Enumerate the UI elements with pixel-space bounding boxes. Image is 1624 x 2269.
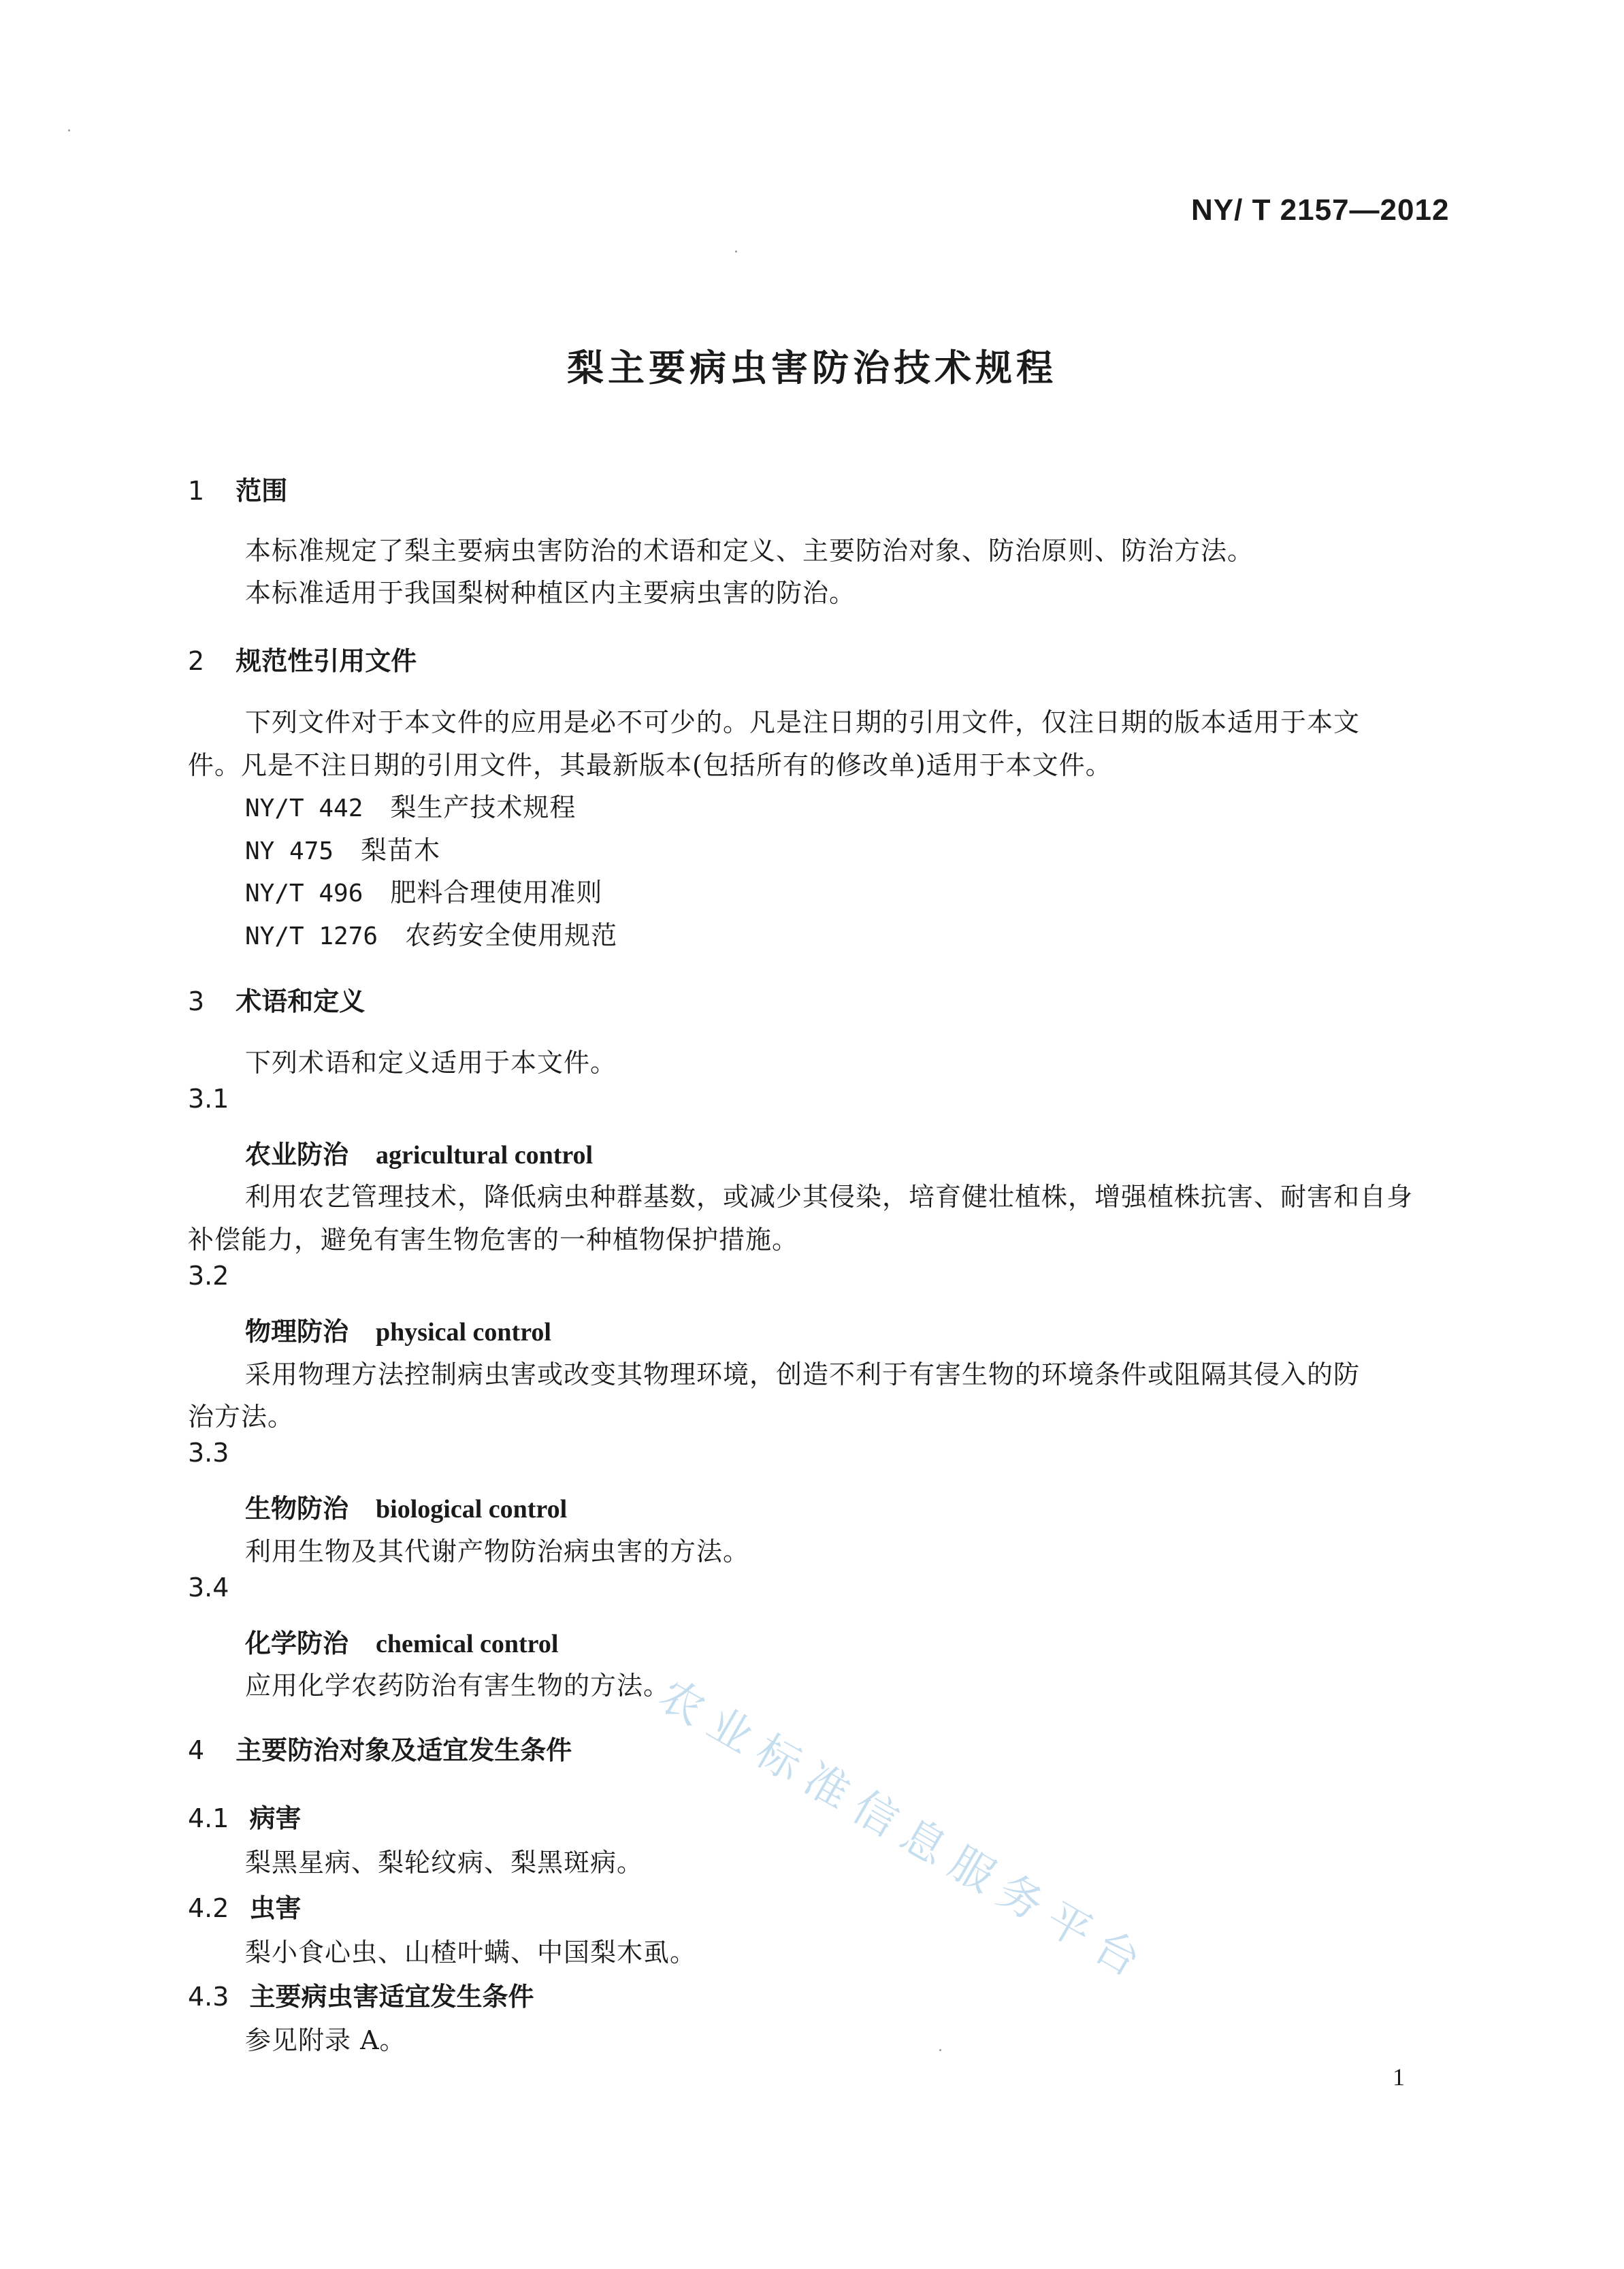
term-english: biological control <box>376 1495 568 1524</box>
term-english: physical control <box>376 1318 551 1347</box>
section-4-heading <box>188 1729 572 1767</box>
section-number: 2 <box>188 646 205 676</box>
term-heading <box>245 1487 567 1525</box>
section-title: 范围 <box>236 476 288 506</box>
term-heading <box>245 1133 593 1171</box>
subsection-text: 参见附录 A。 <box>245 2025 406 2055</box>
reference-code: NY 475 <box>245 837 334 865</box>
term-number: 3.3 <box>188 1438 229 1468</box>
reference-code: NY/T 442 <box>245 794 363 822</box>
term-english: agricultural control <box>376 1141 594 1170</box>
section-number: 1 <box>188 476 205 506</box>
reference-item <box>245 871 602 909</box>
subsection-title: 主要病虫害适宜发生条件 <box>249 1982 534 2012</box>
subsection-heading <box>188 1797 301 1835</box>
term-chinese: 化学防治 <box>245 1628 349 1658</box>
scan-speck <box>68 129 70 131</box>
subsection-number: 4.1 <box>188 1803 229 1833</box>
term-definition-line-2: 治方法。 <box>188 1402 295 1432</box>
subsection-number: 4.3 <box>188 1982 229 2012</box>
subsection-text: 梨黑星病、梨轮纹病、梨黑斑病。 <box>245 1848 644 1878</box>
section-2-heading <box>188 640 417 677</box>
reference-item <box>245 829 440 867</box>
term-heading <box>245 1310 551 1348</box>
term-definition-line-1: 采用物理方法控制病虫害或改变其物理环境，创造不利于有害生物的环境条件或阻隔其侵入的防 <box>245 1359 1361 1389</box>
term-chinese: 物理防治 <box>245 1317 349 1347</box>
term-definition-line-2: 补偿能力，避免有害生物危害的一种植物保护措施。 <box>188 1225 799 1255</box>
term-definition-line-1: 利用生物及其代谢产物防治病虫害的方法。 <box>245 1536 750 1566</box>
page-number: 1 <box>1393 2063 1405 2091</box>
document-title: 梨主要病虫害防治技术规程 <box>567 347 1057 389</box>
term-number: 3.2 <box>188 1261 229 1291</box>
scan-speck <box>735 251 737 253</box>
reference-code: NY/T 1276 <box>245 922 378 950</box>
subsection-text: 梨小食心虫、山楂叶螨、中国梨木虱。 <box>245 1937 697 1967</box>
subsection-title: 虫害 <box>249 1893 302 1923</box>
terms-intro: 下列术语和定义适用于本文件。 <box>245 1048 617 1078</box>
scope-paragraph-1: 本标准规定了梨主要病虫害防治的术语和定义、主要防治对象、防治原则、防治方法。 <box>245 536 1254 566</box>
reference-name: 肥料合理使用准则 <box>390 878 603 907</box>
reference-name: 梨生产技术规程 <box>390 792 576 822</box>
section-title: 规范性引用文件 <box>236 646 417 676</box>
subsection-heading <box>188 1887 301 1925</box>
term-number: 3.1 <box>188 1084 229 1114</box>
reference-name: 农药安全使用规范 <box>405 920 618 950</box>
watermark: 农业标准信息服务平台 <box>650 1669 1159 1993</box>
reference-item <box>245 914 617 952</box>
section-number: 4 <box>188 1735 205 1765</box>
term-chinese: 农业防治 <box>245 1140 349 1170</box>
reference-code: NY/T 496 <box>245 880 363 907</box>
term-number: 3.4 <box>188 1573 229 1603</box>
section-3-heading <box>188 980 365 1018</box>
references-intro-line-2: 件。凡是不注日期的引用文件，其最新版本(包括所有的修改单)适用于本文件。 <box>188 750 1112 780</box>
subsection-number: 4.2 <box>188 1893 229 1923</box>
term-definition-line-1: 利用农艺管理技术，降低病虫种群基数，或减少其侵染，培育健壮植株，增强植株抗害、耐害和自身 <box>245 1182 1414 1212</box>
references-intro-line-1: 下列文件对于本文件的应用是必不可少的。凡是注日期的引用文件，仅注日期的版本适用于本文 <box>245 707 1361 737</box>
subsection-heading <box>188 1976 534 2013</box>
section-title: 主要防治对象及适宜发生条件 <box>236 1735 572 1765</box>
term-heading <box>245 1622 558 1660</box>
subsection-title: 病害 <box>249 1803 302 1833</box>
reference-item <box>245 786 576 824</box>
section-title: 术语和定义 <box>236 986 366 1016</box>
scope-paragraph-2: 本标准适用于我国梨树种植区内主要病虫害的防治。 <box>245 578 856 608</box>
term-definition-line-1: 应用化学农药防治有害生物的方法。 <box>245 1671 670 1701</box>
term-english: chemical control <box>376 1630 559 1658</box>
reference-name: 梨苗木 <box>361 835 441 865</box>
section-1-heading <box>188 470 287 507</box>
section-number: 3 <box>188 986 205 1016</box>
scan-speck <box>939 2049 941 2051</box>
term-chinese: 生物防治 <box>245 1494 349 1524</box>
standard-code: NY/ T 2157—2012 <box>1191 193 1450 227</box>
